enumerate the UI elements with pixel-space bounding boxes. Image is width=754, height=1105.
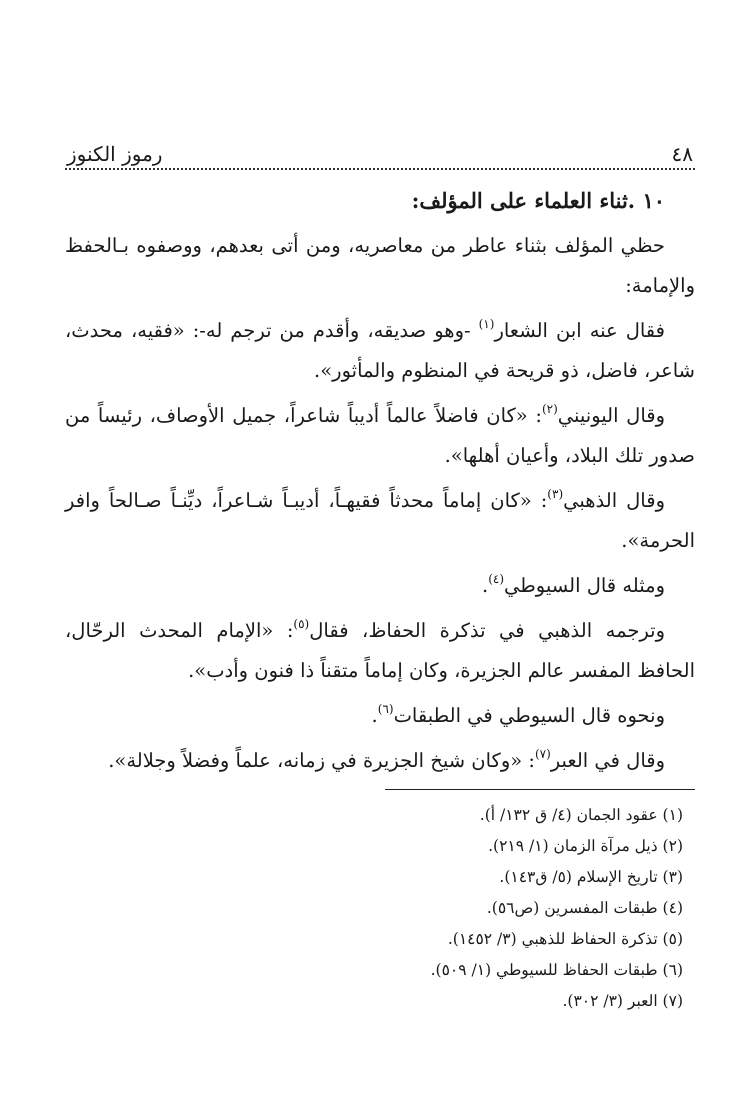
body-text (65, 226, 695, 781)
paragraph-text: وترجمه الذهبي في تذكرة الحفاظ، فقال (309, 619, 666, 642)
paragraph-text: وقال الذهبي (563, 489, 665, 512)
paragraph-text: ومثله قال السيوطي (504, 574, 665, 597)
footnote-ref[interactable]: (٢) (541, 402, 558, 416)
footnote-ref[interactable]: (٤) (488, 572, 505, 586)
paragraph (65, 611, 695, 691)
book-page (65, 140, 695, 1017)
paragraph-text: : «وكان شيخ الجزيرة في زمانه، علماً وفضلاً وجلالة». (108, 749, 535, 772)
paragraph (65, 396, 695, 476)
page-number: ٤٨ (671, 142, 693, 166)
footnote-ref[interactable]: (٣) (547, 487, 564, 501)
paragraph (65, 226, 695, 306)
footnote-item: (١) عقود الجمان (٤/ ق ١٣٢/ أ). (479, 806, 683, 824)
footnote-item: (٥) تذكرة الحفاظ للذهبي (٣/ ١٤٥٢). (447, 930, 683, 948)
paragraph (65, 481, 695, 561)
paragraph-text: -وهو صديقه، وأقدم من ترجم له-: «فقيه، محدث، شاعر، فاضل، ذو قريحة في المنظوم والمأثور». (65, 319, 695, 382)
paragraph-text: : «الإمام المحدث الرحّال، الحافظ المفسر عالم الجزيرة، وكان إماماً متقناً ذا فنون وأدب». (65, 619, 695, 682)
footnote-ref[interactable]: (١) (478, 317, 495, 331)
paragraph (65, 311, 695, 391)
footnote-item: (٢) ذيل مرآة الزمان (١/ ٢١٩). (488, 837, 683, 855)
footnote-item: (٧) العبر (٣/ ٣٠٢). (562, 992, 683, 1010)
footnote-item: (٤) طبقات المفسرين (ص٥٦). (486, 899, 683, 917)
paragraph-text: وقال اليونيني (557, 404, 666, 427)
header-dotted-rule (65, 168, 695, 170)
paragraph-text: . (371, 704, 378, 727)
running-head (65, 140, 695, 166)
paragraph-text: ونحوه قال السيوطي في الطبقات (393, 704, 665, 727)
footnote-ref[interactable]: (٦) (377, 702, 394, 716)
paragraph (65, 566, 695, 606)
footnote-separator (385, 789, 695, 790)
section-heading: ١٠ .ثناء العلماء على المؤلف: (411, 188, 665, 213)
paragraph (65, 696, 695, 736)
footnote-item: (٦) طبقات الحفاظ للسيوطي (١/ ٥٠٩). (430, 961, 683, 979)
footnote-ref[interactable]: (٧) (534, 747, 551, 761)
paragraph-text: : «كان إماماً محدثاً فقيهـاً، أديبـاً شـاعراً، ديِّنـاً صـالحاً وافر الحرمة». (65, 489, 695, 552)
paragraph-text: وقال في العبر (550, 749, 665, 772)
footnotes (65, 800, 695, 1016)
paragraph (65, 741, 695, 781)
footnote-ref[interactable]: (٥) (293, 617, 310, 631)
footnote-item: (٣) تاريخ الإسلام (٥/ ق١٤٣). (499, 868, 683, 886)
paragraph-text: فقال عنه ابن الشعار (494, 319, 665, 342)
book-title: رموز الكنوز (67, 142, 163, 166)
paragraph-text: . (481, 574, 489, 597)
paragraph-text: : «كان فاضلاً عالماً أديباً شاعراً، جميل الأوصاف، رئيساً من صدور تلك البلاد، وأعيان أهلها». (65, 404, 695, 467)
paragraph-text: حظي المؤلف بثناء عاطر من معاصريه، ومن أتى بعدهم، ووصفوه بـالحفظ والإمامة: (65, 234, 695, 297)
